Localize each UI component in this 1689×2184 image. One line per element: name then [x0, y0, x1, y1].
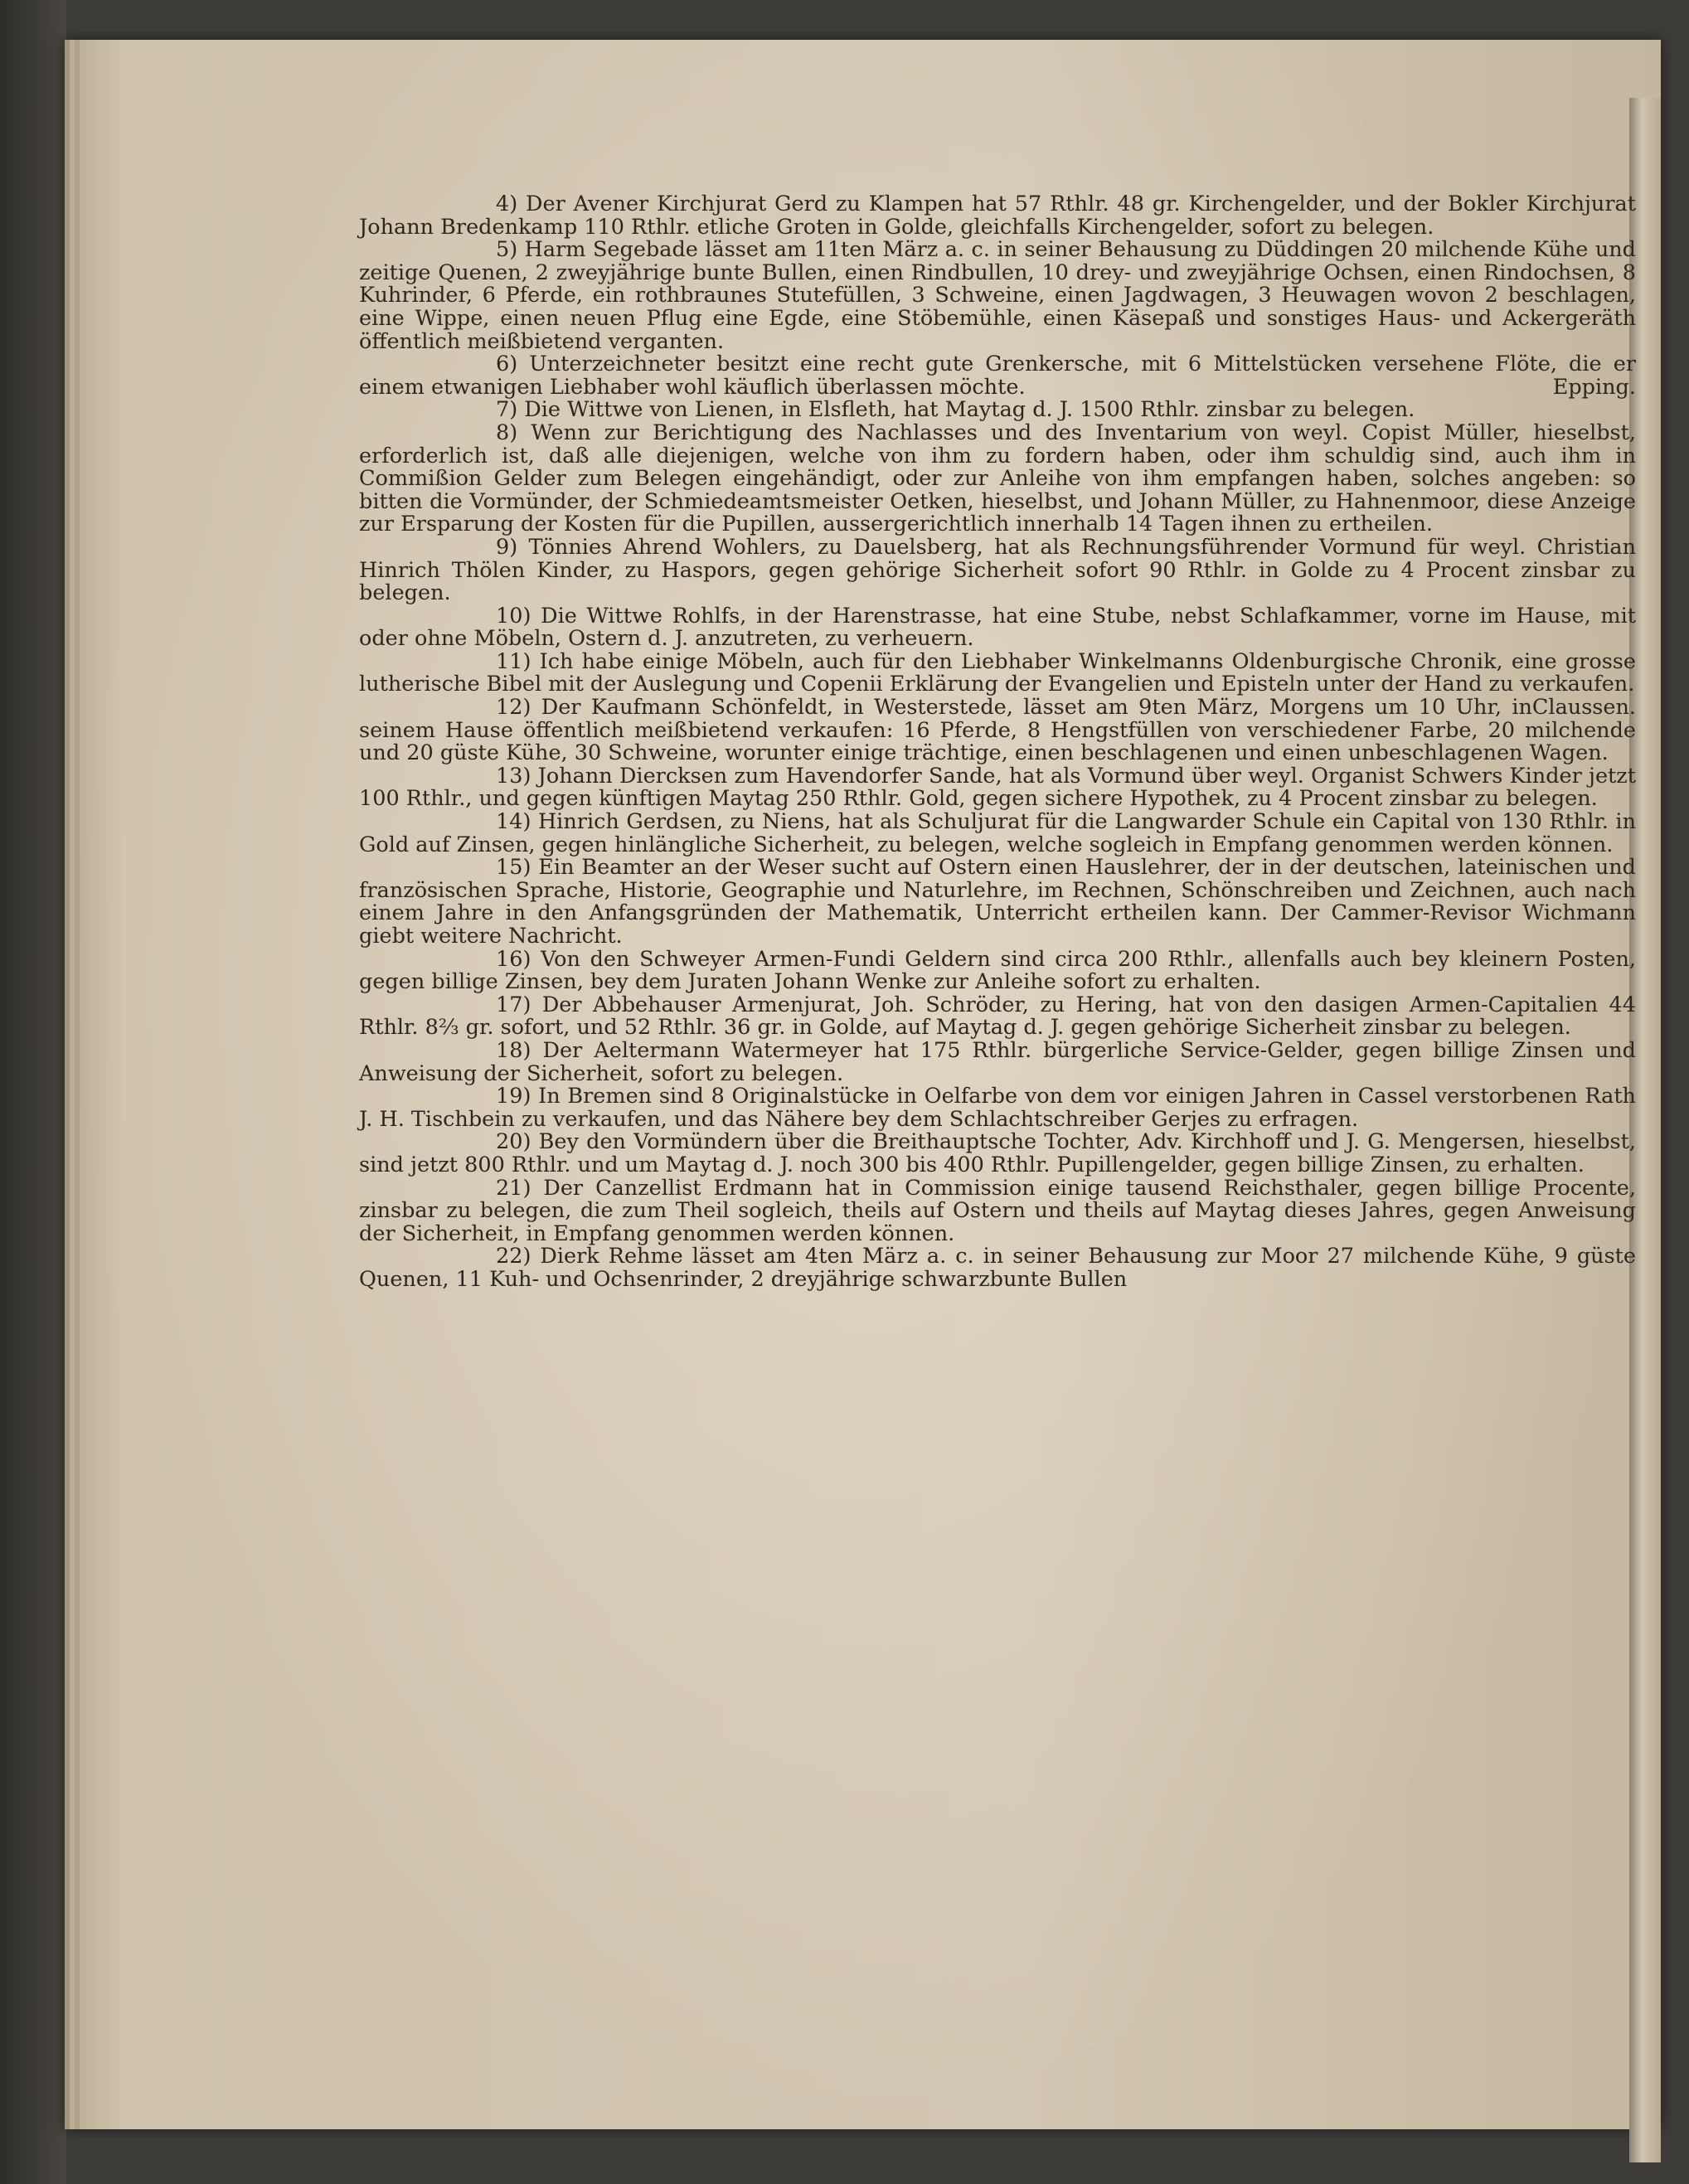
entry-22: 22) Dierk Rehme lässet am 4ten März a. c. in seiner Behausung zur Moor 27 milchende Kühe, 9 güste Quenen, 11 Kuh- und Ochsenrinder, 2 dreyjährige schwarzbunte Bullen — [359, 1244, 1636, 1292]
page-left-edge — [65, 40, 70, 2129]
entry-8: 8) Wenn zur Berichtigung des Nachlasses und des Inventarium von weyl. Copist Müller, hieselbst, erforderlich ist, daß alle diejenigen, welche von ihm zu fordern haben, oder ihm schuldig sind, auch ihm in Commißion Gelder zum Belegen eingehändigt, oder zur Anleihe von ihm empfangen haben, solches angeben: so bitten die Vormünder, der Schmiedeamtsmeister Oetken, hieselbst, und Johann Müller, zu Hahnenmoor, diese Anzeige zur Ersparung der Kosten für die Pupillen, aussergerichtlich innerhalb 14 Tagen ihnen zu ertheilen. — [359, 420, 1636, 537]
entry-6: 6) Unterzeichneter besitzt eine recht gute Grenkersche, mit 6 Mittelstücken versehene Flöte, die er einem etwanigen Liebhaber wohl käuflich überlassen möchte. Epping. — [359, 352, 1636, 400]
entry-14: 14) Hinrich Gerdsen, zu Niens, hat als Schuljurat für die Langwarder Schule ein Capital von 130 Rthlr. in Gold auf Zinsen, gegen hinlängliche Sicherheit, zu belegen, welche sogleich in Empfang genommen werden können. — [359, 809, 1636, 857]
entry-10: 10) Die Wittwe Rohlfs, in der Harenstrasse, hat eine Stube, nebst Schlafkammer, vorne im Hause, mit oder ohne Möbeln, Ostern d. J. anzutreten, zu verheuern. — [359, 603, 1636, 652]
entry-21: 21) Der Canzellist Erdmann hat in Commission einige tausend Reichsthaler, gegen billige Procente, zinsbar zu belegen, die zum Theil sogleich, theils auf Ostern und theils auf Maytag dieses Jahres, gegen Anweisung der Sicherheit, in Empfang genommen werden können. — [359, 1175, 1636, 1246]
entry-19: 19) In Bremen sind 8 Originalstücke in Oelfarbe von dem vor einigen Jahren in Cassel verstorbenen Rath J. H. Tischbein zu verkaufen, und das Nähere bey dem Schlachtschreiber Gerjes zu erfragen. — [359, 1084, 1636, 1132]
book-page — [65, 40, 1661, 2129]
entry-6-signature: Epping. — [1552, 374, 1636, 400]
entry-9: 9) Tönnies Ahrend Wohlers, zu Dauelsberg, hat als Rechnungsführender Vormund für weyl. Christian Hinrich Thölen Kinder, zu Haspors, gegen gehörige Sicherheit sofort 90 Rthlr. in Golde zu 4 Procent zinsbar zu belegen. — [359, 534, 1636, 606]
entry-20: 20) Bey den Vormündern über die Breithauptsche Tochter, Adv. Kirchhoff und J. G. Mengersen, hieselbst, sind jetzt 800 Rthlr. und um Maytag d. J. noch 300 bis 400 Rthlr. Pupillengelder, gegen billige Zinsen, zu erhalten. — [359, 1129, 1636, 1177]
entry-15: 15) Ein Beamter an der Weser sucht auf Ostern einen Hauslehrer, der in der deutschen, lateinischen und französischen Sprache, Historie, Geographie und Naturlehre, im Rechnen, Schönschreiben und Zeichnen, auch nach einem Jahre in den Anfangsgründen der Mathematik, Unterricht ertheilen kann. Der Cammer-Revisor Wichmann giebt weitere Nachricht. — [359, 855, 1636, 949]
entry-4: 4) Der Avener Kirchjurat Gerd zu Klampen hat 57 Rthlr. 48 gr. Kirchengelder, und der Bokler Kirchjurat Johann Bredenkamp 110 Rthlr. etliche Groten in Golde, gleichfalls Kirchengelder, sofort zu belegen. — [359, 192, 1636, 240]
entry-12: 12) Der Kaufmann Schönfeldt, in Westerstede, lässet am 9ten März, Morgens um 10 Uhr, in seinem Hause öffentlich meißbietend verkaufen: 16 Pferde, 8 Hengstfüllen von verschiedener Farbe, 20 milchende und 20 güste Kühe, 30 Schweine, worunter einige trächtige, einen beschlagenen und einen unbeschlagenen Wagen. — [359, 695, 1636, 766]
entry-16: 16) Von den Schweyer Armen-Fundi Geldern sind circa 200 Rthlr., allenfalls auch bey kleinern Posten, gegen billige Zinsen, bey dem Juraten Johann Wenke zur Anleihe sofort zu erhalten. — [359, 946, 1636, 995]
page-left-edge-inner — [75, 40, 80, 2129]
entry-13: 13) Johann Diercksen zum Havendorfer Sande, hat als Vormund über weyl. Organist Schwers Kinder jetzt 100 Rthlr., und gegen künftigen Maytag 250 Rthlr. Gold, gegen sichere Hypothek, zu 4 Procent zinsbar zu belegen. — [359, 763, 1636, 812]
entry-7: 7) Die Wittwe von Lienen, in Elsfleth, hat Maytag d. J. 1500 Rthlr. zinsbar zu belegen. — [496, 397, 1415, 423]
entry-17: 17) Der Abbehauser Armenjurat, Joh. Schröder, zu Hering, hat von den dasigen Armen-Capitalien 44 Rthlr. 8⅔ gr. sofort, und 52 Rthlr. 36 gr. in Golde, auf Maytag d. J. gegen gehörige Sicherheit zinsbar zu belegen. — [359, 992, 1636, 1041]
entry-11: 11) Ich habe einige Möbeln, auch für den Liebhaber Winkelmanns Oldenburgische Chronik, eine grosse lutherische Bibel mit der Auslegung und Copenii Erklärung der Evangelien und Episteln unter der Hand zu verkaufen. Claussen. — [359, 648, 1636, 721]
page-text — [359, 193, 1636, 2067]
entry-18: 18) Der Aeltermann Watermeyer hat 175 Rthlr. bürgerliche Service-Gelder, gegen billige Zinsen und Anweisung der Sicherheit, sofort zu belegen. — [359, 1037, 1636, 1086]
entry-5: 5) Harm Segebade lässet am 11ten März a. c. in seiner Behausung zu Düddingen 20 milchende Kühe und zeitige Quenen, 2 zweyjährige bunte Bullen, einen Rindbullen, 10 drey- und zweyjährige Ochsen, einen Rindochsen, 8 Kuhrinder, 6 Pferde, ein rothbraunes Stutefüllen, 3 Schweine, einen Jagdwagen, 3 Heuwagen wovon 2 beschlagen, eine Wippe, einen neuen Pflug eine Egde, eine Stöbemühle, einen Käsepaß und sonstiges Haus- und Ackergeräth öffentlich meißbietend verganten. — [359, 237, 1636, 354]
book-spine-shadow — [0, 0, 66, 2184]
entry-11-signature: Claussen. — [1531, 695, 1636, 721]
